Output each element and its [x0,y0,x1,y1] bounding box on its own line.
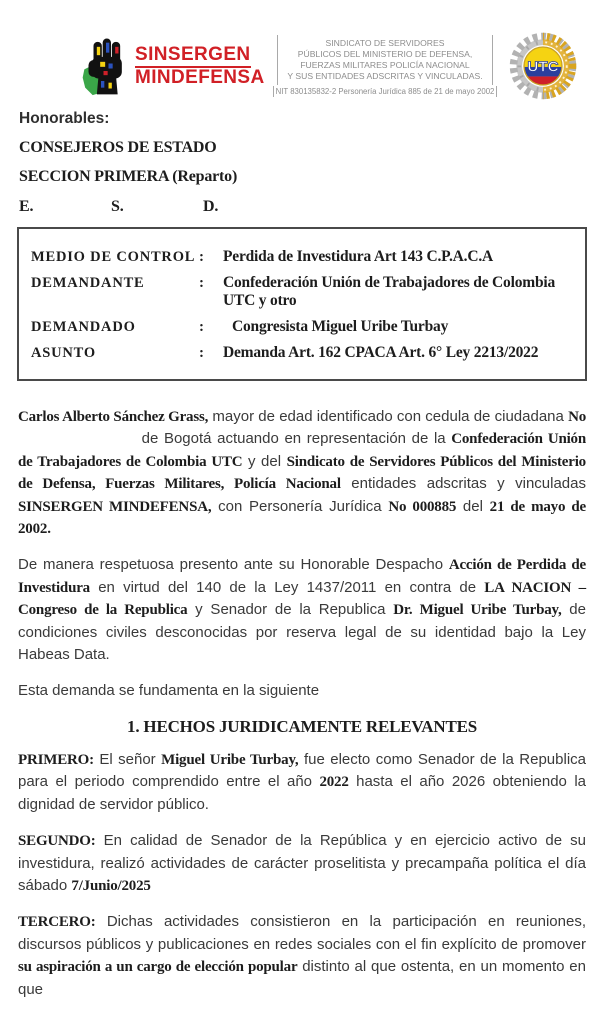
fact-paragraph-tercero: TERCERO: Dichas actividades consistieron en la participación en reuniones, discursos públicos y publicaciones en redes sociales con el fin explícito de promover su aspiración a un cargo de elección popular distinto al que ostenta, en un momento en que [18,913,586,998]
letterhead [81,26,559,106]
intro-paragraph-3: Esta demanda se fundamenta en la siguiente [18,682,320,700]
org-center-block [273,35,498,98]
esd-line [19,198,587,216]
addressee-court: CONSEJEROS DE ESTADO [19,139,217,156]
row-label: ASUNTO [31,345,96,361]
section-heading: 1. HECHOS JURIDICAMENTE RELEVANTES [127,716,477,736]
org-center-line: SINDICATO DE SERVIDORES [325,37,445,48]
row-label: DEMANDADO [31,319,136,335]
raised-fist-icon [81,33,131,99]
row-colon: : [199,249,204,265]
nit-line: NIT 830135832-2 Personería Jurídica 885 de 21 de mayo 2002 [273,86,498,97]
org-name-line2: MINDEFENSA [135,66,265,88]
row-colon: : [199,345,204,361]
case-summary-table [17,227,587,381]
row-value: Congresista Miguel Uribe Turbay [232,318,449,335]
salutation: Honorables: [19,110,110,127]
org-center-line: Y SUS ENTIDADES ADSCRITAS Y VINCULADAS. [287,71,483,82]
sinsergen-logo [81,33,265,99]
org-name-line1: SINSERGEN [135,45,251,68]
table-row [31,248,575,266]
intro-paragraph-2: De manera respetuosa presento ante su Honorable Despacho Acción de Perdida de Investidura en virtud del 140 de la Ley 1437/2011 en contra de LA NACION – Congreso de la Republica y Senador de la Republica Dr. Miguel Uribe Turbay, de condiciones civiles desconocidas por reserva legal de su identidad bajo la Ley Habeas Data. [18,556,586,664]
table-row [31,344,575,362]
addressee-section: SECCION PRIMERA (Reparto) [19,168,238,185]
esd-s: S. [111,198,124,215]
org-center-line: PÚBLICOS DEL MINISTERIO DE DEFENSA, [297,48,473,59]
table-row [31,274,575,310]
row-label: MEDIO DE CONTROL [31,249,196,265]
fact-paragraph-segundo: SEGUNDO: En calidad de Senador de la República y en ejercicio activo de su investidura, realizó actividades de carácter proselitista y precampaña política el día sábado 7/Junio/2025 [18,832,586,894]
row-label: DEMANDANTE [31,275,145,291]
org-center-text [277,35,492,86]
row-colon: : [199,275,204,291]
row-colon: : [199,319,204,335]
org-center-line: FUERZAS MILITARES POLICÍA NACIONAL [300,60,470,70]
row-value: Demanda Art. 162 CPACA Art. 6° Ley 2213/2022 [223,344,539,361]
intro-paragraph-1: Carlos Alberto Sánchez Grass, mayor de edad identificado con cedula de ciudadana No de Bogotá actuando en representación de la Confederación Unión de Trabajadores de Colombia UTC y del Sindicato de Servidores Públicos del Ministerio de Defensa, Fuerzas Militares, Policía Nacional entidades adscritas y vinculadas SINSERGEN MINDEFENSA, con Personería Jurídica No 000885 del 21 de mayo de 2002. [18,408,587,538]
utc-logo-icon [505,28,581,104]
org-name-left [135,45,265,88]
esd-e: E. [19,198,34,215]
fact-paragraph-primero: PRIMERO: El señor Miguel Uribe Turbay, fue electo como Senador de la Republica para el periodo comprendido entre el año 2022 hasta el año 2026 obteniendo la dignidad de servidor público. [18,750,587,813]
table-row [31,318,575,336]
esd-d: D. [203,198,219,215]
utc-logo-text: UTC [527,58,559,76]
row-value: Confederación Unión de Trabajadores de Colombia UTC y otro [223,274,556,309]
row-value: Perdida de Investidura Art 143 C.P.A.C.A [223,248,494,265]
